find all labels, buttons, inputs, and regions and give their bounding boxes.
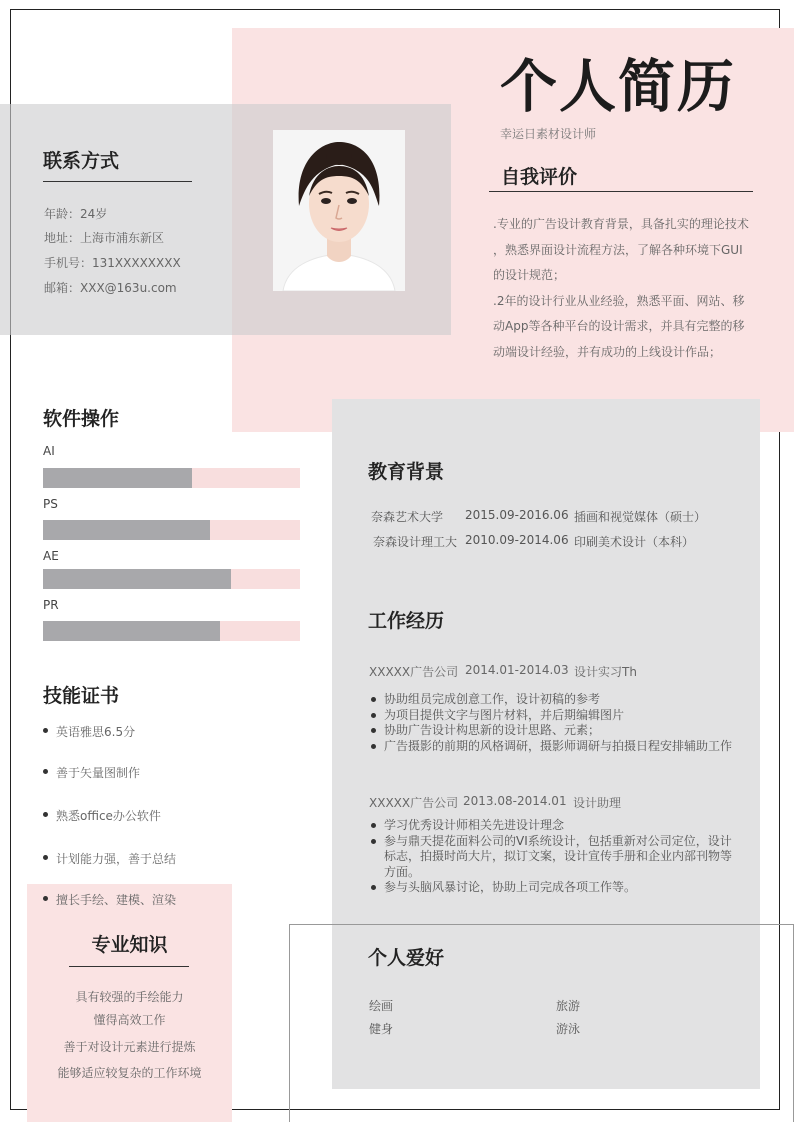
hobby-outline-box [289,924,794,1122]
software-label-ps: PS [43,497,58,511]
edu-school: 奈森艺术大学 [371,510,444,524]
contact-address: 地址：上海市浦东新区 [44,231,165,245]
software-bar-pr [43,621,300,641]
job-position: 设计实习Th [574,665,637,679]
contact-heading-rule [43,181,192,182]
self-eval-line: .专业的广告设计教育背景，具备扎实的理论技术 [493,217,749,231]
hobbies-heading: 个人爱好 [368,947,445,969]
hobby-item: 游泳 [556,1022,581,1036]
job-duty-item: 学习优秀设计师相关先进设计理念 [371,818,736,834]
skill-item: 计划能力强，善于总结 [43,850,794,867]
software-bar-fill [43,520,210,540]
edu-major: 印刷美术设计（本科） [574,535,695,549]
knowledge-item: 善于对设计元素进行提炼 [63,1040,196,1054]
software-label-ae: AE [43,549,59,563]
software-heading: 软件操作 [43,408,120,430]
knowledge-heading: 专业知识 [91,934,168,956]
software-label-ai: AI [43,444,55,458]
job-duties [371,692,736,754]
contact-age: 年龄：24岁 [44,207,108,221]
job-duties [371,818,736,896]
work-heading: 工作经历 [368,610,445,632]
job-position: 设计助理 [573,796,622,810]
software-bar-ai [43,468,300,488]
software-bar-ps [43,520,300,540]
job-duty-item: 协助组员完成创意工作，设计初稿的参考 [371,692,736,708]
job-duty-item: 参与头脑风暴讨论，协助上司完成各项工作等。 [371,880,736,896]
job-period: 2014.01-2014.03 [465,663,569,677]
self-eval-line: 动端设计经验，并有成功的上线设计作品； [493,344,722,359]
job-duty-item: 参与鼎天提花面料公司的VI系统设计，包括重新对公司定位，设计标志，拍摄时尚大片，拟订文案，设计宣传手册和企业内部刊物等方面。 [371,834,736,881]
hobby-item: 绘画 [369,999,394,1013]
job-company: XXXXX广告公司 [369,665,459,679]
self-eval-heading: 自我评价 [501,166,578,188]
software-bar-fill [43,468,192,488]
skill-item: 善于矢量图制作 [43,764,794,781]
self-eval-line: 动App等各种平台的设计需求，并具有完整的移 [493,319,745,333]
skill-item: 擅长手绘、建模、渲染 [43,891,794,908]
software-bar-ae [43,569,300,589]
portrait-illustration [273,130,405,291]
profile-photo [273,130,405,291]
edu-period: 2010.09-2014.06 [465,533,569,547]
contact-email: 邮箱：XXX@163u.com [44,281,177,295]
skills-heading: 技能证书 [43,685,120,707]
self-eval-line: 的设计规范； [493,268,566,282]
edu-major: 插画和视觉媒体（硕士） [574,510,707,524]
contact-heading: 联系方式 [43,150,120,172]
education-heading: 教育背景 [368,461,445,483]
software-label-pr: PR [43,598,59,612]
knowledge-item: 懂得高效工作 [93,1013,166,1027]
job-duty-item: 协助广告设计构思新的设计思路、元素； [371,723,736,739]
software-bar-fill [43,569,231,589]
job-duty-item: 广告摄影的前期的风格调研，摄影师调研与拍摄日程安排辅助工作 [371,739,736,755]
job-duty-item: 为项目提供文字与图片材料，并后期编辑图片 [371,708,736,724]
job-period: 2013.08-2014.01 [463,794,567,808]
edu-school: 奈森设计理工大 [373,535,458,549]
job-company: XXXXX广告公司 [369,796,459,810]
self-eval-line: ，熟悉界面设计流程方法，了解各种环境下GUI [493,242,743,257]
knowledge-item: 能够适应较复杂的工作环境 [57,1066,202,1080]
self-eval-text [493,212,755,365]
contact-phone: 手机号：131XXXXXXXX [44,256,181,270]
page-subtitle: 幸运日素材设计师 [500,127,597,141]
self-eval-heading-rule [489,191,753,192]
skill-item: 熟悉office办公软件 [43,807,794,824]
knowledge-heading-rule [69,966,189,967]
software-bar-fill [43,621,220,641]
hobby-item: 健身 [369,1022,394,1036]
page-title: 个人简历 [500,54,736,120]
self-eval-line: .2年的设计行业从业经验，熟悉平面、网站、移 [493,293,745,308]
knowledge-item: 具有较强的手绘能力 [75,990,184,1004]
edu-period: 2015.09-2016.06 [465,508,569,522]
skill-item: 英语雅思6.5分 [43,723,794,740]
hobby-item: 旅游 [556,999,581,1013]
